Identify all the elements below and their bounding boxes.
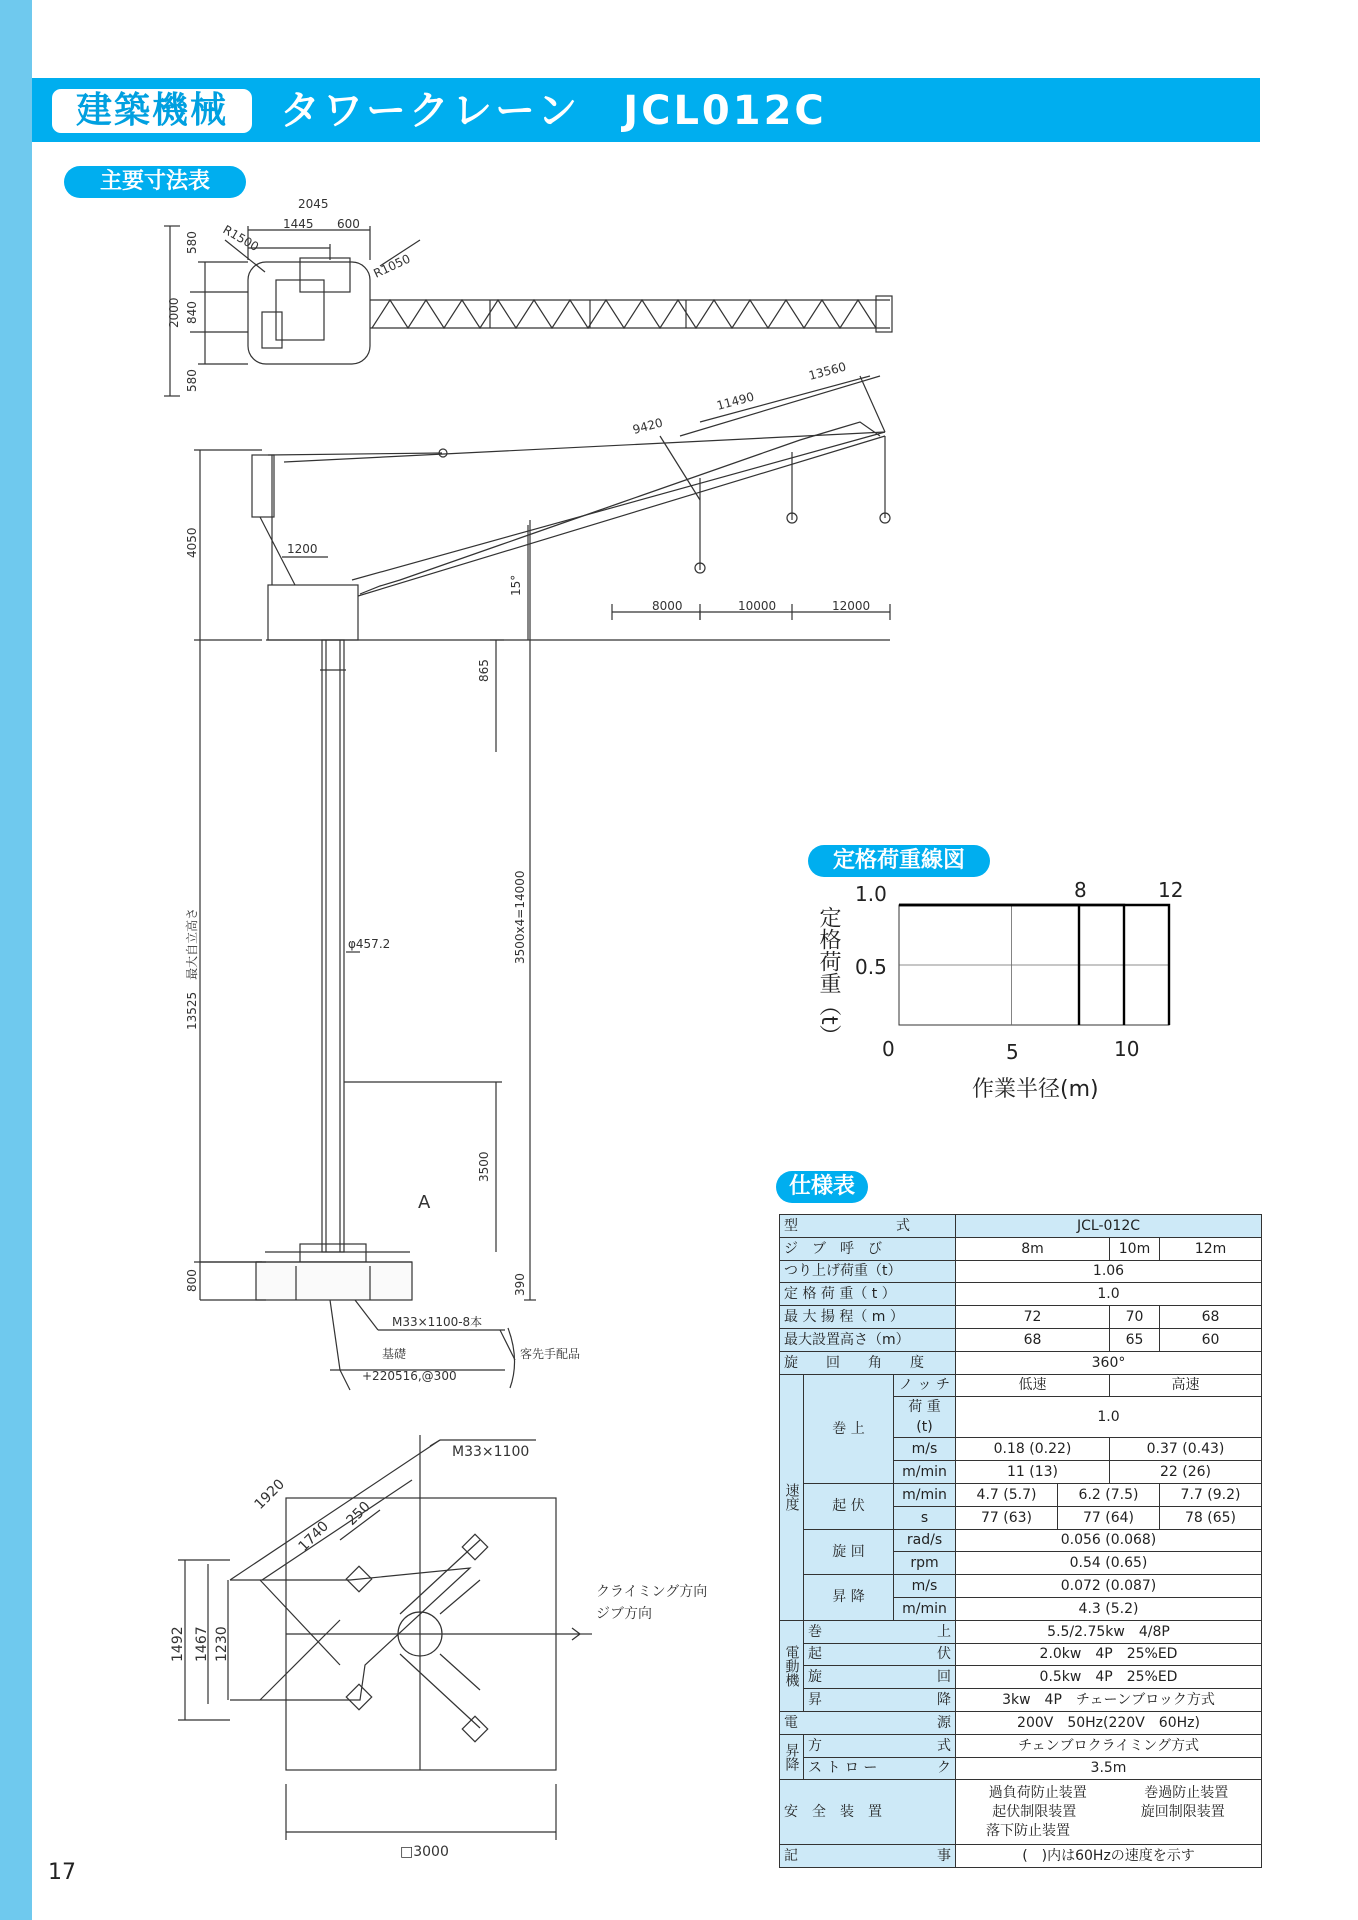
section-load-chart: 定格荷重線図 [808, 845, 990, 877]
plan-jib-direction: ジブ方向 [596, 1606, 652, 1622]
spec-table [779, 1214, 1262, 1868]
x-tick-10: 10 [1114, 1037, 1140, 1061]
value-motor-slew: 0.5kw 4P 25%ED [956, 1666, 1262, 1689]
dim-11490: 11490 [715, 389, 756, 413]
label-hoist-load: 荷 重 (t) [894, 1397, 956, 1438]
dim-390: 390 [513, 1273, 527, 1296]
value-motor-climb: 3kw 4P チェーンブロック方式 [956, 1689, 1262, 1712]
plan-250: 250 [343, 1498, 374, 1529]
row-motor-slew [780, 1666, 1262, 1689]
page-title: タワークレーン JCL012C [280, 88, 827, 134]
value-hoist-ms-low: 0.18 (0.22) [956, 1438, 1110, 1461]
value-hoist-load: 1.0 [956, 1397, 1262, 1438]
value-max-lift-12: 68 [1160, 1306, 1262, 1329]
row-slew-rads [780, 1529, 1262, 1552]
value-climb-mmin: 4.3 (5.2) [956, 1597, 1262, 1620]
value-luff-mmin-10: 6.2 (7.5) [1058, 1483, 1160, 1506]
row-rated-load [780, 1283, 1262, 1306]
value-jib-8: 8m [956, 1237, 1110, 1260]
value-max-lift-8: 72 [956, 1306, 1110, 1329]
dim-2045: 2045 [298, 197, 329, 211]
value-notes: ( )内は60Hzの速度を示す [956, 1845, 1262, 1868]
label-power-2: 源 [937, 1714, 951, 1731]
label-hoist: 巻 上 [804, 1374, 894, 1483]
plan-1230: 1230 [214, 1626, 230, 1662]
dim-3500x4: 3500x4=14000 [513, 870, 527, 964]
label-motor-slew: 旋 [808, 1669, 822, 1686]
label-notes-2: 事 [937, 1848, 951, 1865]
label-slew-angle: 旋 回 角 度 [780, 1351, 956, 1374]
label-power: 電 [784, 1714, 798, 1731]
plan-1492: 1492 [170, 1626, 186, 1662]
plan-size: □3000 [400, 1844, 449, 1860]
y-tick-1: 1.0 [855, 882, 887, 906]
dim-800: 800 [185, 1269, 199, 1292]
dim-phi: φ457.2 [348, 937, 391, 951]
value-max-height-10: 65 [1110, 1328, 1160, 1351]
row-jib [780, 1237, 1262, 1260]
label-motor-hoist-2: 上 [937, 1623, 951, 1640]
dim-4050: 4050 [185, 527, 199, 558]
value-luff-s-8: 77 (63) [956, 1506, 1058, 1529]
x-tick-5: 5 [1006, 1040, 1019, 1064]
dim-13525: 13525 最大自立高さ [185, 907, 199, 1030]
dim-r1050: R1050 [371, 251, 413, 281]
value-motor-hoist: 5.5/2.75kw 4/8P [956, 1620, 1262, 1643]
row-max-lift [780, 1306, 1262, 1329]
value-slew-rads: 0.056 (0.068) [956, 1529, 1262, 1552]
label-climb-method: 方 [808, 1737, 822, 1754]
row-max-height [780, 1328, 1262, 1351]
group-climbing: 昇降 [780, 1734, 804, 1780]
label-bolt: M33×1100-8本 [392, 1315, 483, 1329]
dim-12000: 12000 [832, 599, 871, 613]
label-motor-hoist: 巻 [808, 1623, 822, 1640]
label-motor-slew-2: 回 [937, 1669, 951, 1686]
page-number: 17 [48, 1860, 76, 1885]
row-climb-stroke [780, 1757, 1262, 1780]
label-notes: 記 [784, 1848, 798, 1865]
label-jib: ジ ブ 呼 び [780, 1237, 956, 1260]
safety-item-overwind: 巻過防止装置 [1144, 1784, 1229, 1801]
dim-13560: 13560 [807, 359, 848, 383]
label-hoist-mmin: m/min [894, 1461, 956, 1484]
label-rated-load: 定 格 荷 重（ t ） [780, 1283, 956, 1306]
value-motor-luff: 2.0kw 4P 25%ED [956, 1643, 1262, 1666]
y-tick-0.5: 0.5 [855, 955, 887, 979]
label-climb-mmin: m/min [894, 1597, 956, 1620]
value-climb-stroke: 3.5m [956, 1757, 1262, 1780]
plan-1740: 1740 [295, 1518, 333, 1555]
label-slew: 旋 回 [804, 1529, 894, 1575]
label-climb-speed: 昇 降 [804, 1575, 894, 1621]
label-slew-rads: rad/s [894, 1529, 956, 1552]
chart-ylabel: 定格荷重（t） [816, 906, 841, 1047]
row-hoist-notch [780, 1374, 1262, 1397]
safety-item-luff-limit: 起伏制限装置 [992, 1803, 1077, 1820]
row-luff-mmin [780, 1483, 1262, 1506]
row-notes [780, 1845, 1262, 1868]
label-climb-stroke: ス ト ロ ー [808, 1760, 878, 1777]
dim-r1500: R1500 [220, 222, 262, 255]
row-slew-angle [780, 1351, 1262, 1374]
label-climb-ms: m/s [894, 1575, 956, 1598]
value-rated-load: 1.0 [956, 1283, 1262, 1306]
plan-climb-direction: クライミング方向 [596, 1584, 708, 1600]
load-chart [896, 902, 1172, 1028]
label-motor-climb-2: 降 [937, 1692, 951, 1709]
label-motor-luff: 起 [808, 1646, 822, 1663]
row-motor-climb [780, 1689, 1262, 1712]
safety-item-overload: 過負荷防止装置 [988, 1784, 1087, 1801]
top-label-12: 12 [1158, 878, 1184, 902]
value-luff-s-12: 78 (65) [1160, 1506, 1262, 1529]
label-customer: 客先手配品 [520, 1347, 581, 1361]
dim-580-bottom: 580 [185, 369, 199, 392]
dim-10000: 10000 [738, 599, 777, 613]
value-notch-high: 高速 [1110, 1374, 1262, 1397]
label-lift-load: つり上げ荷重（t） [780, 1260, 956, 1283]
value-hoist-ms-high: 0.37 (0.43) [1110, 1438, 1262, 1461]
label-luff-s: s [894, 1506, 956, 1529]
row-motor-luff [780, 1643, 1262, 1666]
value-climb-ms: 0.072 (0.087) [956, 1575, 1262, 1598]
value-notch-low: 低速 [956, 1374, 1110, 1397]
value-luff-mmin-12: 7.7 (9.2) [1160, 1483, 1262, 1506]
dim-1445: 1445 [283, 217, 314, 231]
value-luff-s-10: 77 (64) [1058, 1506, 1160, 1529]
row-safety [780, 1780, 1262, 1845]
label-hoist-ms: m/s [894, 1438, 956, 1461]
row-power [780, 1711, 1262, 1734]
group-motor: 電動機 [780, 1620, 804, 1711]
dim-600: 600 [337, 217, 360, 231]
value-power: 200V 50Hz(220V 60Hz) [956, 1711, 1262, 1734]
label-motor-luff-2: 伏 [937, 1646, 951, 1663]
label-base-spec: +220516,@300 [362, 1369, 457, 1383]
safety-item-fall-prevention: 落下防止装置 [986, 1822, 1070, 1839]
marker-a: A [418, 1192, 431, 1213]
row-climb-ms [780, 1575, 1262, 1598]
label-notch: ノ ッ チ [894, 1374, 956, 1397]
x-tick-0: 0 [882, 1037, 895, 1061]
label-base: 基礎 [382, 1347, 407, 1361]
value-jib-12: 12m [1160, 1237, 1262, 1260]
top-view [164, 197, 892, 396]
section-dimensions: 主要寸法表 [64, 166, 246, 198]
value-luff-mmin-8: 4.7 (5.7) [956, 1483, 1058, 1506]
dim-1200: 1200 [287, 542, 318, 556]
label-climb-stroke-2: ク [937, 1760, 951, 1777]
dim-840: 840 [185, 301, 199, 324]
value-hoist-mmin-high: 22 (26) [1110, 1461, 1262, 1484]
label-motor-climb: 昇 [808, 1692, 822, 1709]
value-max-height-8: 68 [956, 1328, 1110, 1351]
value-max-lift-10: 70 [1110, 1306, 1160, 1329]
label-slew-rpm: rpm [894, 1552, 956, 1575]
label-max-height: 最大設置高さ（m） [780, 1328, 956, 1351]
row-climb-method [780, 1734, 1262, 1757]
label-safety: 安 全 装 置 [780, 1780, 956, 1845]
value-climb-method: チェンブロクライミング方式 [956, 1734, 1262, 1757]
top-label-8: 8 [1074, 878, 1087, 902]
dim-865: 865 [477, 659, 491, 682]
value-hoist-mmin-low: 11 (13) [956, 1461, 1110, 1484]
dim-3500: 3500 [477, 1151, 491, 1182]
label-luff: 起 伏 [804, 1483, 894, 1529]
plan-view [170, 1435, 707, 1860]
plan-1467: 1467 [194, 1626, 210, 1662]
value-max-height-12: 60 [1160, 1328, 1262, 1351]
value-slew-angle: 360° [956, 1351, 1262, 1374]
label-luff-mmin: m/min [894, 1483, 956, 1506]
label-model: 型 式 [780, 1215, 956, 1238]
value-lift-load: 1.06 [956, 1260, 1262, 1283]
section-spec: 仕様表 [776, 1171, 868, 1203]
group-speed: 速度 [780, 1374, 804, 1620]
dim-angle: 15° [509, 574, 523, 596]
value-slew-rpm: 0.54 (0.65) [956, 1552, 1262, 1575]
dim-2000: 2000 [167, 297, 181, 328]
value-jib-10: 10m [1110, 1237, 1160, 1260]
dim-580-top: 580 [185, 231, 199, 254]
plan-bolt: M33×1100 [452, 1444, 530, 1460]
row-model [780, 1215, 1262, 1238]
safety-item-slew-limit: 旋回制限装置 [1140, 1803, 1225, 1820]
dim-8000: 8000 [652, 599, 683, 613]
dim-9420: 9420 [631, 415, 665, 437]
label-max-lift: 最 大 揚 程（ m ） [780, 1306, 956, 1329]
label-climb-method-2: 式 [937, 1737, 951, 1754]
category-badge: 建築機械 [52, 89, 252, 133]
chart-xlabel: 作業半径(m) [972, 1077, 1099, 1102]
value-model: JCL-012C [956, 1215, 1262, 1238]
row-lift-load [780, 1260, 1262, 1283]
plan-1920: 1920 [251, 1476, 289, 1513]
row-motor-hoist [780, 1620, 1262, 1643]
